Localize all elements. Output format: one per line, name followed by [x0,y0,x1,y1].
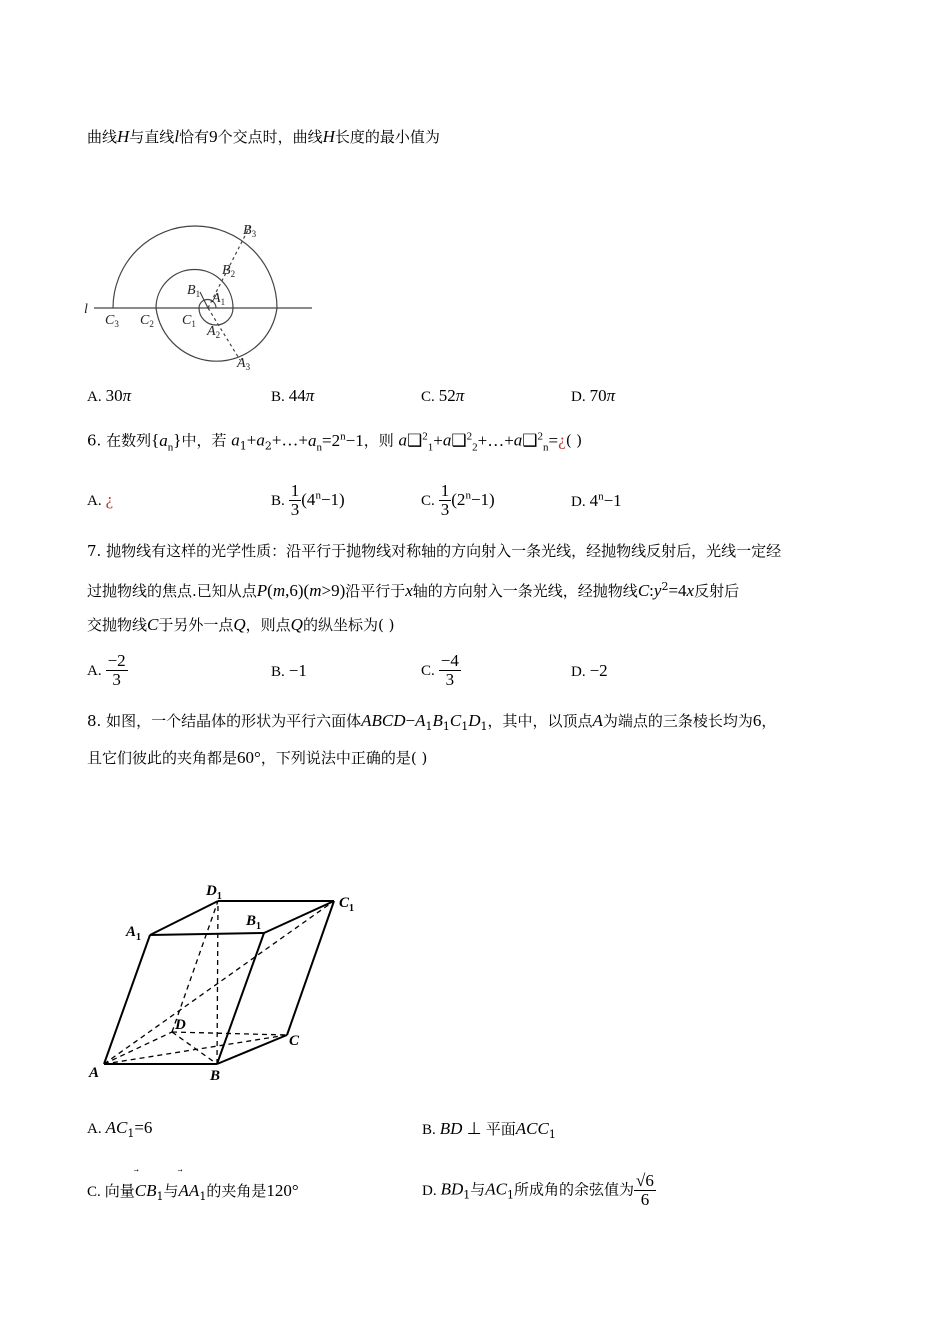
label-B1: $B_1$ [187,283,201,299]
svg-text:D1: $D_1$ [206,883,222,902]
q5-option-c[interactable]: C. 52π [421,386,465,405]
label-A3: $A_3$ [237,356,251,372]
q8-option-c[interactable]: C. 向量 $CB_1$与 $AA_1$的夹角是120° [87,1181,299,1203]
q7-option-a[interactable]: A. $\frac{-2}{3}$ [87,651,126,689]
q5-stem: 曲线H与直线l恰有9个交点时，曲线H长度的最小值为 [87,127,440,146]
label-C3: $C_3$ [105,313,119,329]
q6-option-d[interactable]: D. $4^n-1$ [571,490,622,510]
q5-option-d[interactable]: D. 70π [571,386,616,405]
q7-option-b[interactable]: B. −1 [271,661,307,680]
svg-text:A: A [89,1065,100,1081]
q7-option-d[interactable]: D. −2 [571,661,608,680]
q8-option-d[interactable]: D. $BD_1$与$AC_1$所成角的余弦值为 $\frac{√6}{6}$ [422,1171,654,1209]
q7-line2: 过抛物线的焦点.已知从点P(m,6)(m>9)沿平行于x轴的方向射入一条光线，经抛物线$C:y^2=4x$反射后 [87,580,740,600]
label-A1: $A_1$ [212,291,226,307]
label-A2: $A_2$ [207,324,221,340]
svg-text:C: C [289,1033,300,1049]
q6-option-a[interactable]: A. ¿ [87,490,114,509]
q8-option-b[interactable]: B. BD ⊥ 平面$ACC_1$ [422,1119,556,1141]
parallelepiped-figure [84,875,374,1090]
label-C1: $C_1$ [182,313,196,329]
q7-line1: 7. 抛物线有这样的光学性质：沿平行于抛物线对称轴的方向射入一条光线，经抛物线反射后，光线一定经 [87,542,782,560]
svg-text:A1: $A_1$ [126,924,142,943]
svg-text:D: D [175,1017,186,1033]
arc-inner-lower [199,308,233,325]
svg-text:B1: $B_1$ [246,913,262,932]
q6-stem: 6. 在数列$\{a_n\}$中，若 $a_1+a_2+\dots+a_n=2^n-1$，则 a❑$^2_1$+a❑$^2_2$+…+a❑$^2_n$=¿( ) [87,430,583,454]
svg-text:C1: $C_1$ [339,895,355,914]
svg-text:B: B [210,1068,221,1084]
label-l: l [84,302,88,317]
q8-line2: 且它们彼此的夹角都是60°，下列说法中正确的是( ) [87,748,428,767]
label-B2: $B_2$ [222,263,236,279]
q8-option-a[interactable]: A. $AC_1=6$ [87,1118,153,1140]
q6-option-b[interactable]: B. $\frac{1}{3}$ $(4^n-1)$ [271,481,345,519]
q6-option-c[interactable]: C. $\frac{1}{3}$ $(2^n-1)$ [421,481,495,519]
q7-option-c[interactable]: C. $\frac{-4}{3}$ [421,651,459,689]
spiral-figure [80,210,330,380]
label-B3: $B_3$ [243,223,257,239]
q5-option-b[interactable]: B. 44π [271,386,315,405]
label-C2: $C_2$ [140,313,154,329]
q8-line1: 8. 如图，一个结晶体的形状为平行六面体$ABCD-A_1B_1C_1D_1$，其中，以顶点A为端点的三条棱长均为6， [87,711,777,733]
q5-option-a[interactable]: A. 30π [87,386,132,405]
q7-line3: 交抛物线C于另外一点Q，则点Q的纵坐标为( ) [87,615,395,634]
